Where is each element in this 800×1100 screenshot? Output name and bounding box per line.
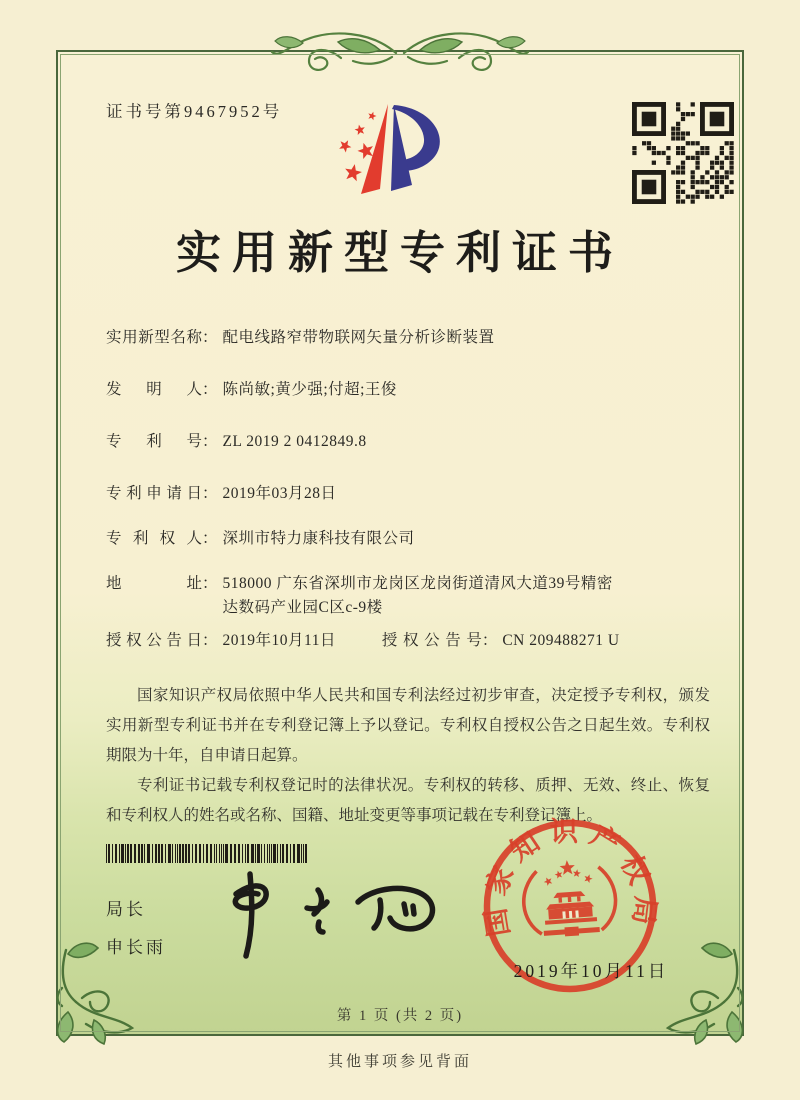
qr-code	[632, 102, 734, 204]
back-side-note: 其他事项参见背面	[327, 1054, 472, 1070]
commissioner-name: 申长雨	[106, 938, 166, 957]
field-colon: ：	[202, 433, 218, 450]
top-flourish-ornament	[269, 23, 531, 81]
certificate-number: 证书号第9467952号	[106, 102, 283, 121]
seal-emblem	[521, 857, 618, 939]
paragraph-grant-statement: 国家知识产权局依照中华人民共和国专利法经过初步审查，决定授予专利权，颁发实用新型专利证书并在专利登记簿上予以登记。专利权自授权公告之日起生效。专利权期限为十年，自申请日起算。	[106, 687, 710, 764]
field-value: 2019年03月28日	[222, 485, 337, 502]
field-colon: ：	[481, 632, 498, 649]
field-colon: ：	[202, 530, 218, 547]
field-value: ZL 2019 2 0412849.8	[222, 433, 367, 450]
field-grant-date	[106, 632, 340, 649]
commissioner-title: 局长	[106, 900, 146, 919]
paragraph-register-statement: 专利证书记载专利权登记时的法律状况。专利权的转移、质押、无效、终止、恢复和专利权人的姓名或名称、国籍、地址变更等事项记载在专利登记簿上。	[106, 777, 710, 824]
field-colon: ：	[202, 632, 218, 649]
field-label: 专利号	[106, 433, 202, 450]
bottom-right-corner-ornament	[648, 928, 752, 1046]
field-colon: ：	[202, 381, 218, 398]
field-value: 陈尚敏;黄少强;付超;王俊	[222, 381, 397, 398]
field-label: 地址	[106, 575, 202, 592]
field-value: 配电线路窄带物联网矢量分析诊断装置	[222, 329, 495, 346]
field-label: 发明人	[106, 381, 202, 398]
certificate-content	[106, 326, 710, 831]
logo-cone-right	[391, 105, 412, 191]
seal-ring-text: 国家知识产权局	[479, 816, 661, 939]
certificate-title: 实用新型专利证书	[175, 228, 624, 278]
field-label: 授权公告日	[106, 632, 202, 649]
field-grant-number	[382, 629, 620, 652]
barcode	[106, 844, 312, 863]
field-inventors	[106, 378, 706, 401]
legal-paragraphs	[106, 681, 710, 831]
commissioner-block	[106, 895, 166, 971]
commissioner-signature	[206, 864, 456, 964]
field-value: 深圳市特力康科技有限公司	[222, 530, 415, 547]
field-colon: ：	[202, 485, 218, 502]
page-number: 第 1 页 (共 2 页)	[336, 1008, 464, 1024]
field-colon: ：	[202, 575, 218, 592]
field-label: 专利权人	[106, 530, 202, 547]
field-label: 专利申请日	[106, 485, 202, 502]
field-value: 2019年10月11日	[222, 632, 336, 649]
field-value: CN 209488271 U	[502, 632, 620, 649]
field-patent-number	[106, 430, 706, 453]
field-colon: ：	[202, 329, 218, 346]
field-utility-model-name	[106, 326, 706, 349]
field-patentee	[106, 527, 706, 550]
field-grant-row	[106, 629, 706, 652]
seal-date: 2019年10月11日	[513, 961, 669, 981]
certificate-frame	[56, 50, 744, 1036]
field-label: 授权公告号	[381, 632, 482, 649]
field-value: 518000 广东省深圳市龙岗区龙岗街道清风大道39号精密达数码产业园C区c-9楼	[222, 575, 613, 616]
field-label: 实用新型名称	[106, 329, 202, 346]
field-address	[106, 572, 706, 620]
cnipa-logo	[330, 96, 462, 212]
field-filing-date	[106, 482, 706, 505]
